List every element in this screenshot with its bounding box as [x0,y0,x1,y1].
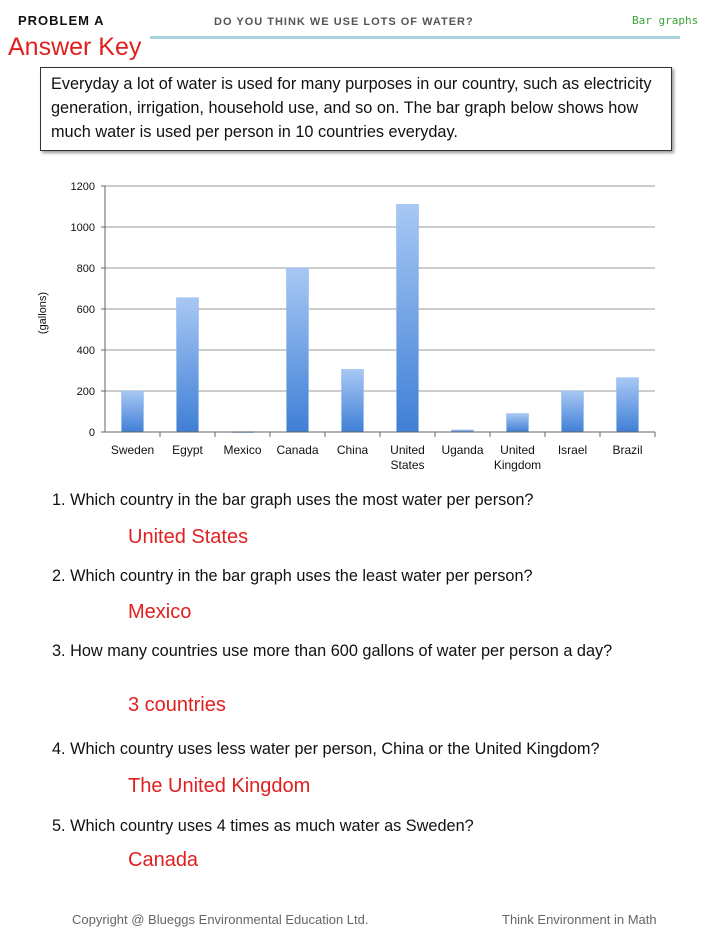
x-tick-label: United Kingdom [493,443,542,472]
x-tick-label: Canada [276,443,319,457]
question-1: 1. Which country in the bar graph uses the most water per person? [52,491,534,509]
bar-egypt [177,298,199,432]
y-tick-label: 400 [76,345,95,357]
x-tick-label: China [336,443,369,457]
bar-united-kingdom [507,414,529,432]
worksheet-title: DO YOU THINK WE USE LOTS OF WATER? [214,16,474,28]
topic-tag: Bar graphs [632,14,699,27]
x-tick-label: United States [390,443,425,472]
question-4: 4. Which country uses less water per person, China or the United Kingdom? [52,740,600,758]
y-tick-label: 600 [76,304,95,316]
footer-tagline: Think Environment in Math [502,912,657,927]
footer-copyright: Copyright @ Blueggs Environmental Education Ltd. [72,912,369,927]
bar-israel [562,391,584,432]
answer-4: The United Kingdom [128,775,311,797]
x-tick-label: Mexico [223,443,262,457]
question-3: 3. How many countries use more than 600 gallons of water per person a day? [52,642,613,660]
y-tick-label: 800 [76,263,95,275]
x-tick-label: Sweden [110,443,155,457]
question-2: 2. Which country in the bar graph uses the least water per person? [52,567,533,585]
answer-key-label: Answer Key [8,33,142,61]
water-usage-bar-chart [28,176,668,476]
y-tick-label: 1000 [70,222,95,234]
y-tick-label: 1200 [70,181,95,193]
header-divider [150,36,680,39]
answer-2: Mexico [128,601,192,623]
answer-1: United States [128,526,249,548]
x-tick-label: Egypt [172,443,203,457]
answer-3: 3 countries [128,694,226,716]
problem-label: PROBLEM A [18,13,105,28]
x-tick-label: Israel [557,443,588,457]
question-5: 5. Which country uses 4 times as much water as Sweden? [52,817,474,835]
x-tick-label: Brazil [612,443,643,457]
y-axis-label: (gallons) [37,291,49,335]
y-tick-label: 0 [88,427,95,439]
bar-sweden [122,391,144,432]
bar-brazil [617,378,639,432]
bar-canada [287,268,309,432]
x-tick-label: Uganda [441,443,484,457]
bar-united-states [397,204,419,432]
y-tick-label: 200 [76,386,95,398]
bar-china [342,369,364,432]
answer-5: Canada [128,849,199,871]
intro-box: Everyday a lot of water is used for many purposes in our country, such as electricity generation, irrigation, household use, and so on. The bar graph below shows how much water is used per person in 10 countries everyday. [40,67,672,151]
